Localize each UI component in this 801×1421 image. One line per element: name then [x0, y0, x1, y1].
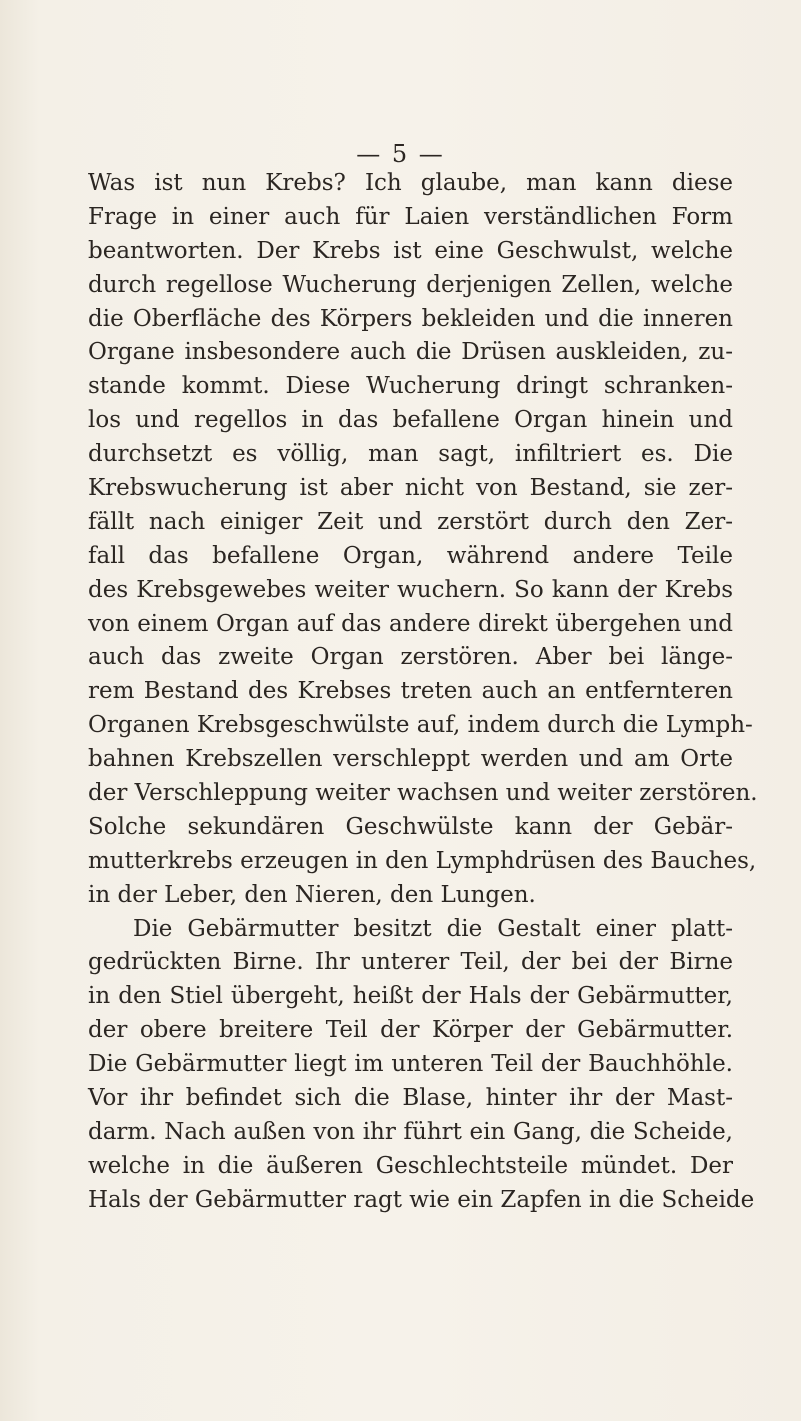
- text-line: Krebswucherung ist aber nicht von Bestand, sie zer-: [88, 475, 733, 502]
- text-line: Die Gebärmutter liegt im unteren Teil der Bauchhöhle.: [88, 1051, 733, 1078]
- text-line: in den Stiel übergeht, heißt der Hals der Gebärmutter,: [88, 983, 733, 1010]
- text-line: auch das zweite Organ zerstören. Aber bei länge-: [88, 644, 733, 671]
- text-line: die Oberfläche des Körpers bekleiden und die inneren: [88, 305, 733, 332]
- text-line: darm. Nach außen von ihr führt ein Gang, die Scheide,: [88, 1118, 733, 1145]
- paragraph: [88, 913, 755, 1218]
- text-line: fällt nach einiger Zeit und zerstört durch den Zer-: [88, 508, 733, 535]
- text-line: welche in die äußeren Geschlechtsteile mündet. Der: [88, 1152, 733, 1179]
- text-line: durch regellose Wucherung derjenigen Zellen, welche: [88, 271, 733, 298]
- text-line: des Krebsgewebes weiter wuchern. So kann der Krebs: [88, 576, 733, 603]
- text-line: mutterkrebs erzeugen in den Lymphdrüsen des Bauches,: [88, 847, 757, 874]
- text-line: der obere breitere Teil der Körper der Gebärmutter.: [88, 1017, 733, 1044]
- text-line: Organe insbesondere auch die Drüsen auskleiden, zu-: [88, 339, 733, 366]
- text-line: beantworten. Der Krebs ist eine Geschwulst, welche: [88, 237, 733, 264]
- text-line: Frage in einer auch für Laien verständlichen Form: [88, 203, 733, 230]
- text-line: Hals der Gebärmutter ragt wie ein Zapfen in die Scheide: [88, 1186, 755, 1213]
- body-text: [88, 167, 758, 1218]
- text-line: rem Bestand des Krebses treten auch an entfernteren: [88, 678, 733, 705]
- text-line: durchsetzt es völlig, man sagt, infiltriert es. Die: [88, 441, 733, 468]
- text-line: stande kommt. Diese Wucherung dringt schranken-: [88, 373, 733, 400]
- text-line: in der Leber, den Nieren, den Lungen.: [88, 881, 536, 908]
- text-line: Solche sekundären Geschwülste kann der Gebär-: [88, 813, 733, 840]
- text-line: gedrückten Birne. Ihr unterer Teil, der bei der Birne: [88, 949, 733, 976]
- text-line: Was ist nun Krebs? Ich glaube, man kann diese: [88, 170, 733, 196]
- page-number: — 5 —: [356, 140, 445, 168]
- text-line: von einem Organ auf das andere direkt übergehen und: [88, 610, 733, 637]
- text-line: Organen Krebsgeschwülste auf, indem durch die Lymph-: [88, 712, 753, 739]
- paragraph: [88, 167, 758, 913]
- text-line: los und regellos in das befallene Organ hinein und: [88, 407, 733, 434]
- text-line: Vor ihr befindet sich die Blase, hinter ihr der Mast-: [88, 1085, 733, 1112]
- text-line: bahnen Krebszellen verschleppt werden und am Orte: [88, 746, 733, 773]
- text-line: Die Gebärmutter besitzt die Gestalt einer platt-: [133, 915, 733, 942]
- text-line: der Verschleppung weiter wachsen und weiter zerstören.: [88, 780, 758, 807]
- text-line: fall das befallene Organ, während andere Teile: [88, 542, 733, 569]
